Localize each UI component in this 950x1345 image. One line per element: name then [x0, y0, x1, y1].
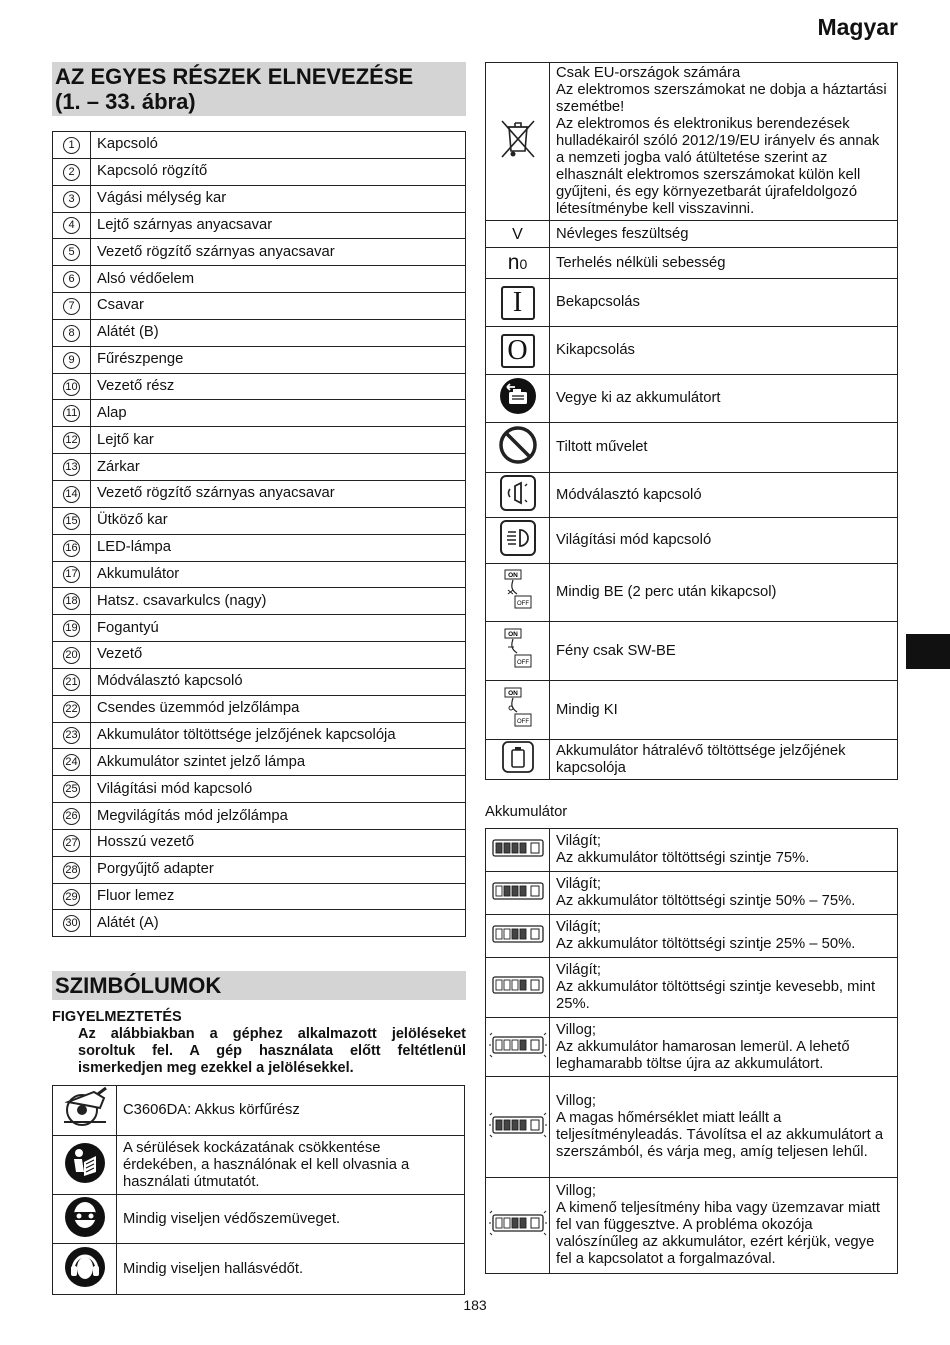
battery-level-icon: [486, 829, 550, 872]
symbol-row-no-load-speed: [486, 248, 898, 279]
battery-text-line: Az akkumulátor hamarosan lemerül. A lehető leghamarabb töltse újra az akkumulátort.: [556, 1038, 850, 1072]
no-load-speed-symbol: [486, 248, 550, 279]
table-row: [53, 132, 466, 159]
table-row: [53, 776, 466, 803]
part-number: 24: [63, 754, 80, 771]
symbol-text: Mindig KI: [550, 681, 898, 740]
blink-mark: [544, 1233, 546, 1235]
part-label: Vezető rögzítő szárnyas anyacsavar: [91, 239, 466, 266]
part-number: 17: [63, 566, 80, 583]
part-number: 14: [63, 486, 80, 503]
part-label: LED-lámpa: [91, 534, 466, 561]
part-number-cell: [53, 480, 91, 507]
part-number-cell: [53, 829, 91, 856]
symbols-table: [52, 1085, 465, 1295]
table-row: [53, 346, 466, 373]
safety-goggles-icon: [53, 1195, 117, 1244]
page-number: 183: [463, 1297, 487, 1313]
battery-row: [486, 958, 898, 1018]
table-row: [53, 561, 466, 588]
part-label: Alap: [91, 400, 466, 427]
battery-segment: [496, 1120, 502, 1130]
table-row: [53, 400, 466, 427]
table-row: [53, 856, 466, 883]
battery-segment: [512, 929, 518, 939]
part-number: 10: [63, 379, 80, 396]
power-on-icon: [486, 279, 550, 327]
off-label: OFF: [516, 601, 529, 607]
blink-mark: [490, 1055, 492, 1057]
part-label: Zárkar: [91, 454, 466, 481]
part-number-cell: [53, 642, 91, 669]
part-number-cell: [53, 400, 91, 427]
battery-level-icon: [486, 1178, 550, 1274]
battery-text-line: Világít;: [556, 962, 601, 978]
off-label: OFF: [516, 659, 529, 666]
part-label: Fogantyú: [91, 615, 466, 642]
symbol-row-remove-battery: [486, 375, 898, 423]
part-label: Vezető: [91, 642, 466, 669]
table-row: [53, 454, 466, 481]
on-off-always-on-icon: [486, 564, 550, 622]
symbol-row-weee: [486, 63, 898, 221]
language-label: Magyar: [817, 14, 898, 40]
part-number: 21: [63, 674, 80, 691]
battery-segment: [520, 1218, 526, 1228]
battery-text: [550, 1178, 898, 1274]
off-label: OFF: [516, 718, 529, 725]
battery-text-line: Világít;: [556, 876, 601, 892]
part-label: Alátét (A): [91, 910, 466, 937]
part-label: Ütköző kar: [91, 507, 466, 534]
symbol-text: Névleges feszültség: [550, 221, 898, 248]
battery-segment: [520, 980, 526, 990]
battery-text: [550, 915, 898, 958]
part-number: 9: [63, 352, 80, 369]
battery-segment: [520, 1120, 526, 1130]
part-number-cell: [53, 266, 91, 293]
part-number-cell: [53, 883, 91, 910]
battery-text: [550, 1018, 898, 1077]
battery-segment: [504, 1218, 510, 1228]
part-number: 5: [63, 244, 80, 261]
symbol-row-voltage: [486, 221, 898, 248]
battery-segment: [512, 980, 518, 990]
parts-section-heading: [52, 62, 466, 116]
battery-text-line: A magas hőmérséklet miatt leállt a teljesítményleadás. Távolítsa el az akkumulátort a szerszámból, és várja meg, amíg teljesen lehűl.: [556, 1110, 884, 1160]
battery-row: [486, 1077, 898, 1178]
part-label: Alsó védőelem: [91, 266, 466, 293]
battery-segment: [496, 843, 502, 853]
table-row: [53, 212, 466, 239]
table-row: [53, 158, 466, 185]
battery-segment: [512, 886, 518, 896]
part-number-cell: [53, 856, 91, 883]
battery-segment: [512, 1040, 518, 1050]
parts-heading-line2: (1. – 33. ábra): [55, 89, 196, 114]
part-number: 6: [63, 271, 80, 288]
battery-text: [550, 958, 898, 1018]
blink-mark: [490, 1211, 492, 1213]
table-row: [53, 534, 466, 561]
blink-mark: [544, 1055, 546, 1057]
table-row: [53, 373, 466, 400]
battery-segment: [520, 1040, 526, 1050]
ear-protection-icon: [53, 1244, 117, 1295]
part-number-cell: [53, 776, 91, 803]
part-number: 16: [63, 540, 80, 557]
symbol-row: [53, 1195, 465, 1244]
battery-level-icon: [486, 872, 550, 915]
part-number: 26: [63, 808, 80, 825]
table-row: [53, 427, 466, 454]
battery-segment: [504, 843, 510, 853]
part-number-cell: [53, 615, 91, 642]
table-row: [53, 480, 466, 507]
table-row: [53, 803, 466, 830]
part-label: Kapcsoló rögzítő: [91, 158, 466, 185]
part-number-cell: [53, 346, 91, 373]
battery-check-icon: [486, 740, 550, 780]
part-label: Akkumulátor: [91, 561, 466, 588]
table-row: [53, 642, 466, 669]
part-number: 13: [63, 459, 80, 476]
symbol-text: A sérülések kockázatának csökkentése érdekében, a használónak el kell olvasnia a használati útmutatót.: [117, 1136, 465, 1195]
part-number-cell: [53, 454, 91, 481]
table-row: [53, 185, 466, 212]
battery-segment: [504, 929, 510, 939]
power-off-glyph: O: [501, 334, 535, 368]
symbol-row-always-on: [486, 564, 898, 622]
battery-row: [486, 1178, 898, 1274]
part-number: 1: [63, 137, 80, 154]
symbol-text: Terhelés nélküli sebesség: [550, 248, 898, 279]
part-label: Akkumulátor szintet jelző lámpa: [91, 749, 466, 776]
part-label: Csavar: [91, 293, 466, 320]
part-label: Világítási mód kapcsoló: [91, 776, 466, 803]
battery-text-line: Az akkumulátor töltöttségi szintje 50% – 75%.: [556, 893, 856, 909]
part-number-cell: [53, 212, 91, 239]
part-label: Hatsz. csavarkulcs (nagy): [91, 588, 466, 615]
part-number-cell: [53, 185, 91, 212]
battery-text-line: Villog;: [556, 1021, 597, 1038]
battery-level-icon: [486, 915, 550, 958]
part-number: 28: [63, 862, 80, 879]
warning-title: FIGYELMEZTETÉS: [52, 1009, 182, 1025]
battery-segment: [512, 843, 518, 853]
table-row: [53, 749, 466, 776]
symbol-row-battery-check: [486, 740, 898, 780]
part-number: 2: [63, 164, 80, 181]
part-label: Fűrészpenge: [91, 346, 466, 373]
part-number-cell: [53, 373, 91, 400]
part-number-cell: [53, 158, 91, 185]
battery-text-line: A kimenő teljesítmény hiba vagy üzemzavar miatt fel van függesztve. A probléma okozója valószínűleg az akkumulátor, ezért kérjük, vegye fel a kapcsolatot a forgalmazóval.: [556, 1200, 881, 1267]
battery-text-line: Az akkumulátor töltöttségi szintje 25% – 50%.: [556, 936, 856, 952]
power-off-icon: [486, 327, 550, 375]
on-off-light-sw-icon: [486, 622, 550, 681]
part-number: 22: [63, 701, 80, 718]
battery-segment: [496, 886, 502, 896]
part-number-cell: [53, 803, 91, 830]
table-row: [53, 239, 466, 266]
circular-saw-icon: [53, 1086, 117, 1136]
battery-segment: [520, 929, 526, 939]
weee-text: [550, 63, 898, 221]
symbol-text: Kikapcsolás: [550, 327, 898, 375]
light-mode-icon: [486, 518, 550, 564]
symbols-section-heading: SZIMBÓLUMOK: [52, 971, 466, 1000]
table-row: [53, 722, 466, 749]
battery-level-icon: [486, 1077, 550, 1178]
part-label: Hosszú vezető: [91, 829, 466, 856]
weee-line: Az elektromos szerszámokat ne dobja a háztartási szemétbe!: [556, 82, 887, 115]
battery-text-line: Világít;: [556, 833, 601, 849]
part-label: Lejtő szárnyas anyacsavar: [91, 212, 466, 239]
battery-segment: [496, 980, 502, 990]
part-number-cell: [53, 910, 91, 937]
symbol-row: [53, 1136, 465, 1195]
crossed-bin-icon: [486, 63, 550, 221]
parts-table: [52, 131, 466, 937]
remove-battery-icon: [486, 375, 550, 423]
part-number-cell: [53, 319, 91, 346]
table-row: [53, 507, 466, 534]
table-row: [53, 883, 466, 910]
part-number: 12: [63, 432, 80, 449]
part-number: 7: [63, 298, 80, 315]
part-number: 30: [63, 915, 80, 932]
battery-text-line: Az akkumulátor töltöttségi szintje kevesebb, mint 25%.: [556, 979, 876, 1012]
part-label: Csendes üzemmód jelzőlámpa: [91, 695, 466, 722]
symbol-row-prohibited: [486, 423, 898, 473]
battery-row: [486, 915, 898, 958]
symbol-row-light-sw: [486, 622, 898, 681]
voltage-symbol: V: [486, 221, 550, 248]
table-row: [53, 588, 466, 615]
part-label: Kapcsoló: [91, 132, 466, 159]
symbol-row-light-mode: [486, 518, 898, 564]
battery-text-line: Világít;: [556, 919, 601, 935]
battery-segment: [504, 1040, 510, 1050]
part-number-cell: [53, 561, 91, 588]
parts-heading-line1: AZ EGYES RÉSZEK ELNEVEZÉSE: [55, 64, 414, 89]
part-label: Lejtő kar: [91, 427, 466, 454]
symbol-text: Bekapcsolás: [550, 279, 898, 327]
part-label: Vezető rész: [91, 373, 466, 400]
table-row: [53, 829, 466, 856]
on-label: ON: [507, 689, 518, 697]
part-number: 19: [63, 620, 80, 637]
table-row: [53, 668, 466, 695]
blink-mark: [544, 1113, 546, 1115]
symbol-text: Vegye ki az akkumulátort: [550, 375, 898, 423]
weee-line: Az elektromos és elektronikus berendezések hulladékairól szóló 2012/19/EU irányelv és annak a nemzeti jogba való átültetése szerint az elhasznált elektromos szerszámokat külön kell gyűjteni, és egy környezetbarát újrafeldolgozó létesítménybe kell visszavinni.: [556, 116, 880, 217]
battery-level-icon: [486, 958, 550, 1018]
part-number-cell: [53, 293, 91, 320]
part-number-cell: [53, 722, 91, 749]
symbol-text: Mindig BE (2 perc után kikapcsol): [550, 564, 898, 622]
symbol-row-off: [486, 327, 898, 375]
battery-segment: [512, 1218, 518, 1228]
part-number-cell: [53, 534, 91, 561]
symbol-text: Tiltott művelet: [550, 423, 898, 473]
part-number-cell: [53, 239, 91, 266]
battery-segment: [496, 929, 502, 939]
speed-symbol-n: n: [507, 250, 520, 274]
battery-segment: [512, 1120, 518, 1130]
part-number: 23: [63, 727, 80, 744]
part-number: 8: [63, 325, 80, 342]
weee-line: Csak EU-országok számára: [556, 65, 741, 81]
right-symbols-table: [485, 62, 898, 780]
part-number: 3: [63, 191, 80, 208]
battery-segment: [504, 980, 510, 990]
part-number: 29: [63, 889, 80, 906]
on-label: ON: [507, 630, 518, 638]
part-number-cell: [53, 132, 91, 159]
mode-switch-icon: [486, 473, 550, 518]
part-number-cell: [53, 427, 91, 454]
blink-mark: [490, 1113, 492, 1115]
section-tab-marker: [906, 634, 950, 669]
part-number: 25: [63, 781, 80, 798]
blink-mark: [490, 1135, 492, 1137]
battery-text-line: Az akkumulátor töltöttségi szintje 75%.: [556, 850, 810, 866]
blink-mark: [490, 1233, 492, 1235]
part-number-cell: [53, 507, 91, 534]
warning-text: Az alábbiakban a géphez alkalmazott jelöléseket soroltuk fel. A gép használata előtt feltétlenül ismerkedjen meg ezekkel a jelölésekkel.: [78, 1026, 466, 1076]
table-row: [53, 319, 466, 346]
battery-row: [486, 1018, 898, 1077]
table-row: [53, 293, 466, 320]
blink-mark: [490, 1033, 492, 1035]
battery-text: [550, 872, 898, 915]
part-label: Fluor lemez: [91, 883, 466, 910]
battery-segment: [496, 1218, 502, 1228]
symbol-text: Világítási mód kapcsoló: [550, 518, 898, 564]
part-number: 18: [63, 593, 80, 610]
part-number: 15: [63, 513, 80, 530]
part-number-cell: [53, 749, 91, 776]
blink-mark: [544, 1211, 546, 1213]
part-number: 27: [63, 835, 80, 852]
battery-segment: [504, 1120, 510, 1130]
battery-segment: [520, 886, 526, 896]
symbol-row-mode-switch: [486, 473, 898, 518]
battery-row: [486, 872, 898, 915]
battery-section-title: Akkumulátor: [485, 804, 568, 820]
part-label: Vezető rögzítő szárnyas anyacsavar: [91, 480, 466, 507]
part-number-cell: [53, 668, 91, 695]
part-number-cell: [53, 588, 91, 615]
part-label: Módválasztó kapcsoló: [91, 668, 466, 695]
battery-segment: [496, 1040, 502, 1050]
on-off-always-off-icon: [486, 681, 550, 740]
blink-mark: [544, 1135, 546, 1137]
prohibited-icon: [486, 423, 550, 473]
battery-text: [550, 1077, 898, 1178]
table-row: [53, 910, 466, 937]
battery-segment: [520, 843, 526, 853]
symbol-text: Akkumulátor hátralévő töltöttsége jelzőjének kapcsolója: [550, 740, 898, 780]
battery-text-line: Villog;: [556, 1093, 597, 1109]
table-row: [53, 266, 466, 293]
symbol-text: Mindig viseljen hallásvédőt.: [117, 1244, 465, 1295]
part-number: 11: [63, 405, 80, 422]
symbol-text: Mindig viseljen védőszemüveget.: [117, 1195, 465, 1244]
power-on-glyph: I: [501, 286, 535, 320]
part-label: Megvilágítás mód jelzőlámpa: [91, 803, 466, 830]
symbol-row-always-off: [486, 681, 898, 740]
symbol-text: Fény csak SW-BE: [550, 622, 898, 681]
part-number: 20: [63, 647, 80, 664]
part-label: Akkumulátor töltöttsége jelzőjének kapcsolója: [91, 722, 466, 749]
part-number-cell: [53, 695, 91, 722]
battery-text-line: Villog;: [556, 1183, 597, 1199]
table-row: [53, 615, 466, 642]
symbol-text: C3606DA: Akkus körfűrész: [117, 1086, 465, 1136]
battery-segment: [504, 886, 510, 896]
battery-row: [486, 829, 898, 872]
symbol-row-on: [486, 279, 898, 327]
symbol-text: Módválasztó kapcsoló: [550, 473, 898, 518]
part-label: Vágási mélység kar: [91, 185, 466, 212]
symbol-row: [53, 1244, 465, 1295]
part-label: Alátét (B): [91, 319, 466, 346]
battery-text: [550, 829, 898, 872]
blink-mark: [544, 1033, 546, 1035]
table-row: [53, 695, 466, 722]
part-label: Porgyűjtő adapter: [91, 856, 466, 883]
battery-table: [485, 828, 898, 1274]
read-manual-icon: [53, 1136, 117, 1195]
part-number: 4: [63, 217, 80, 234]
speed-symbol-sub: 0: [519, 255, 528, 272]
on-label: ON: [507, 572, 518, 579]
symbol-row: [53, 1086, 465, 1136]
battery-level-icon: [486, 1018, 550, 1077]
